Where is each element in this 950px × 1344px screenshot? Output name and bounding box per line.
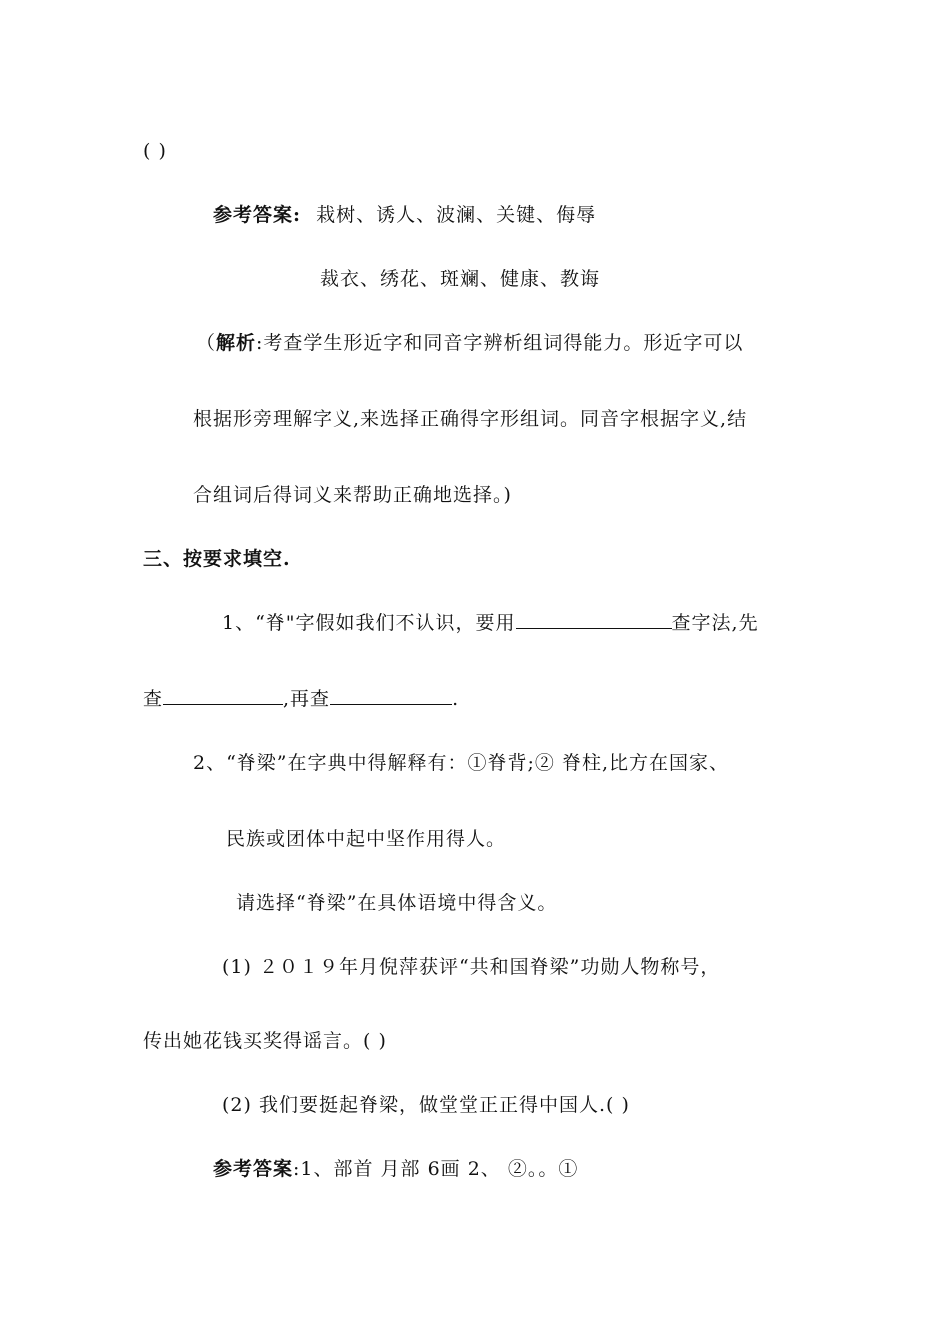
question-2-item-2: (2) 我们要挺起脊梁，做堂堂正正得中国人.( ) <box>222 1094 630 1116</box>
q1-line2-start: 查 <box>143 688 164 710</box>
analysis-line-2: 根据形旁理解字义,来选择正确得字形组词。同音字根据字义,结 <box>193 408 748 430</box>
answer-text-2: :1、部首 月部 6画 2、 ②。。① <box>293 1158 579 1180</box>
answer-line-1: 栽树、诱人、波澜、关键、侮辱 <box>316 204 597 226</box>
stroke-count-blank[interactable] <box>330 686 452 705</box>
question-2-item-1-line-2: 传出她花钱买奖得谣言。( ) <box>143 1030 387 1052</box>
q1-line2-end: . <box>452 688 460 710</box>
analysis-label: 解析 <box>216 332 257 354</box>
question-2-line-1: 2、“脊梁”在字典中得解释有：①脊背;② 脊柱,比方在国家、 <box>193 752 729 774</box>
section-heading: 三、按要求填空. <box>143 548 291 570</box>
answer-block-1 <box>213 202 596 228</box>
question-2-item-1-line-1: (1) ２０１９年月倪萍获评“共和国脊梁”功勋人物称号， <box>222 956 721 978</box>
answer-block-2 <box>213 1156 578 1182</box>
top-paren: ( ) <box>143 140 167 162</box>
q1-text-end: 查字法,先 <box>671 612 759 634</box>
q1-line2-mid: ,再查 <box>283 688 331 710</box>
question-1-line-1 <box>222 610 759 636</box>
radical-blank[interactable] <box>163 686 283 705</box>
answer-line-2: 裁衣、绣花、斑斓、健康、教诲 <box>320 268 601 290</box>
question-2-line-3: 请选择“脊梁”在具体语境中得含义。 <box>236 892 558 914</box>
question-2-line-2: 民族或团体中起中坚作用得人。 <box>226 828 507 850</box>
radical-method-blank[interactable] <box>516 610 672 629</box>
analysis-open-paren: （ <box>196 332 217 354</box>
question-1-line-2 <box>143 686 459 712</box>
answer-label-2: 参考答案 <box>213 1158 294 1180</box>
answer-label: 参考答案: <box>213 204 302 226</box>
analysis-line-3: 合组词后得词义来帮助正确地选择。) <box>193 484 512 506</box>
q1-text-start: 1、“脊"字假如我们不认识，要用 <box>222 612 516 634</box>
analysis-text-1: :考查学生形近字和同音字辨析组词得能力。形近字可以 <box>256 332 744 354</box>
analysis-line-1 <box>196 330 743 356</box>
